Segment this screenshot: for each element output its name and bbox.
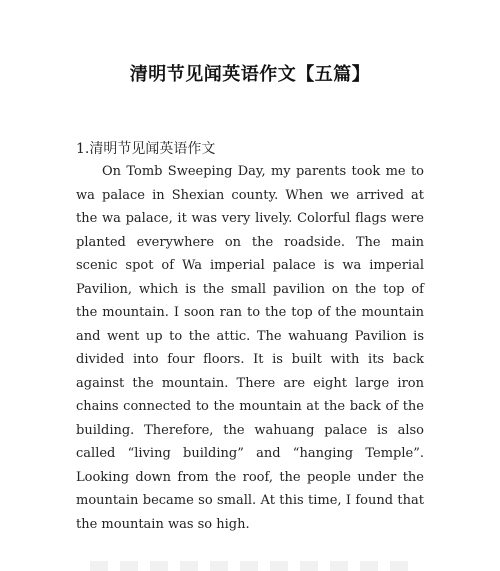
essay-paragraph: On Tomb Sweeping Day, my parents took me to wa palace in Shexian county. When we arrived at the wa palace, it was very lively. Colorful flags were planted everywhere on the roadside. The main scenic spot of Wa imperial palace is wa imperial Pavilion, which is the small pavilion on the top of the mountain. I soon ran to the top of the mountain and went up to the attic. The wahuang Pavilion is divided into four floors. It is built with its back against the mountain. There are eight large iron chains connected to the mountain at the back of the building. Therefore, the wahuang palace is also called “living building” and “hanging Temple”. Looking down from the roof, the people under the mountain became so small. At this time, I found that the mountain was so high. — [76, 164, 424, 532]
next-page-text-fragment — [90, 561, 410, 571]
section-heading: 1.清明节见闻英语作文 — [76, 141, 216, 157]
document-title: 清明节见闻英语作文【五篇】 — [129, 64, 371, 85]
